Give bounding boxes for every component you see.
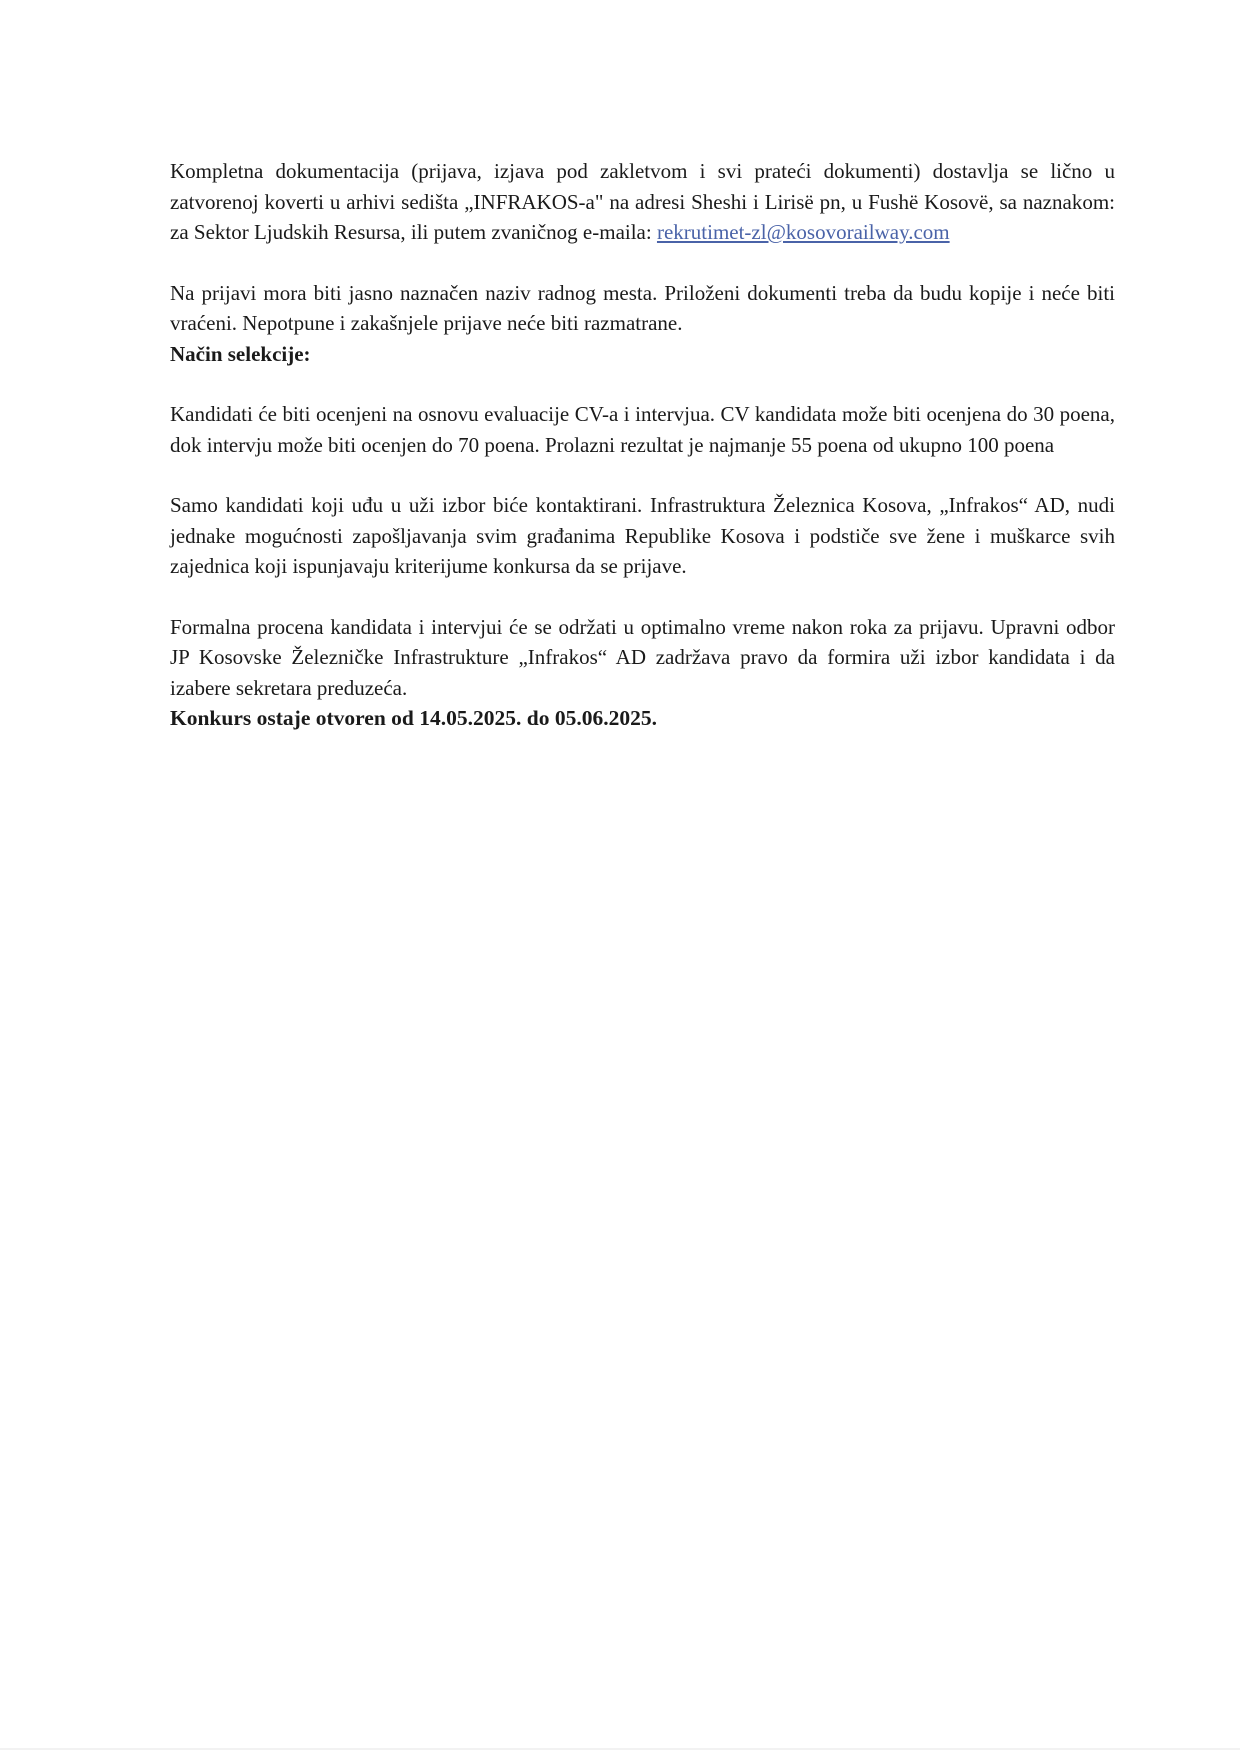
assessment-paragraph: Formalna procena kandidata i intervjui će se održati u optimalno vreme nakon roka za prijavu. Upravni odbor JP Kosovske Železničke Infrastrukture „Infrakos“ AD zadržava pravo da formira uži izbor kandidata i da izabere sekretara preduzeća. xyxy=(170,614,1115,700)
shortlist-paragraph: Samo kandidati koji uđu u uži izbor biće kontaktirani. Infrastruktura Železnica Kosova, „Infrakos“ AD, nudi jednake mogućnosti zapošljavanja svim građanima Republike Kosova i podstiče sve žene i muškarce svih zajednica koji ispunjavaju kriterijume konkursa da se prijave. xyxy=(170,493,1115,578)
submission-text: Kompletna dokumentacija (prijava, izjava pod zakletvom i svi prateći dokumenti) dostavlja se lično u zatvorenoj koverti u arhivi sedišta „INFRAKOS-a" na adresi Sheshi i Lirisë pn, u Fushë Kosovë, sa naznakom: za Sektor Ljudskih Resursa, ili putem zvaničnog e-maila: xyxy=(170,159,1115,244)
application-note-paragraph: Na prijavi mora biti jasno naznačen naziv radnog mesta. Priloženi dokumenti treba da budu kopije i neće biti vraćeni. Nepotpune i zakašnjele prijave neće biti razmatrane. xyxy=(170,280,1115,335)
selection-paragraph: Kandidati će biti ocenjeni na osnovu evaluacije CV-a i intervjua. CV kandidata može biti ocenjena do 30 poena, dok intervju može biti ocenjen do 70 poena. Prolazni rezultat je najmanje 55 poena od ukupno 100 poena xyxy=(170,402,1115,457)
closing-statement: Konkurs ostaje otvoren od 14.05.2025. do 05.06.2025. xyxy=(170,706,657,730)
page-bottom-edge xyxy=(0,1748,1240,1750)
submission-paragraph xyxy=(170,156,1115,248)
document-body xyxy=(170,156,1115,734)
email-link[interactable]: rekrutimet-zl@kosovorailway.com xyxy=(656,220,950,244)
selection-heading: Način selekcije: xyxy=(170,341,311,366)
